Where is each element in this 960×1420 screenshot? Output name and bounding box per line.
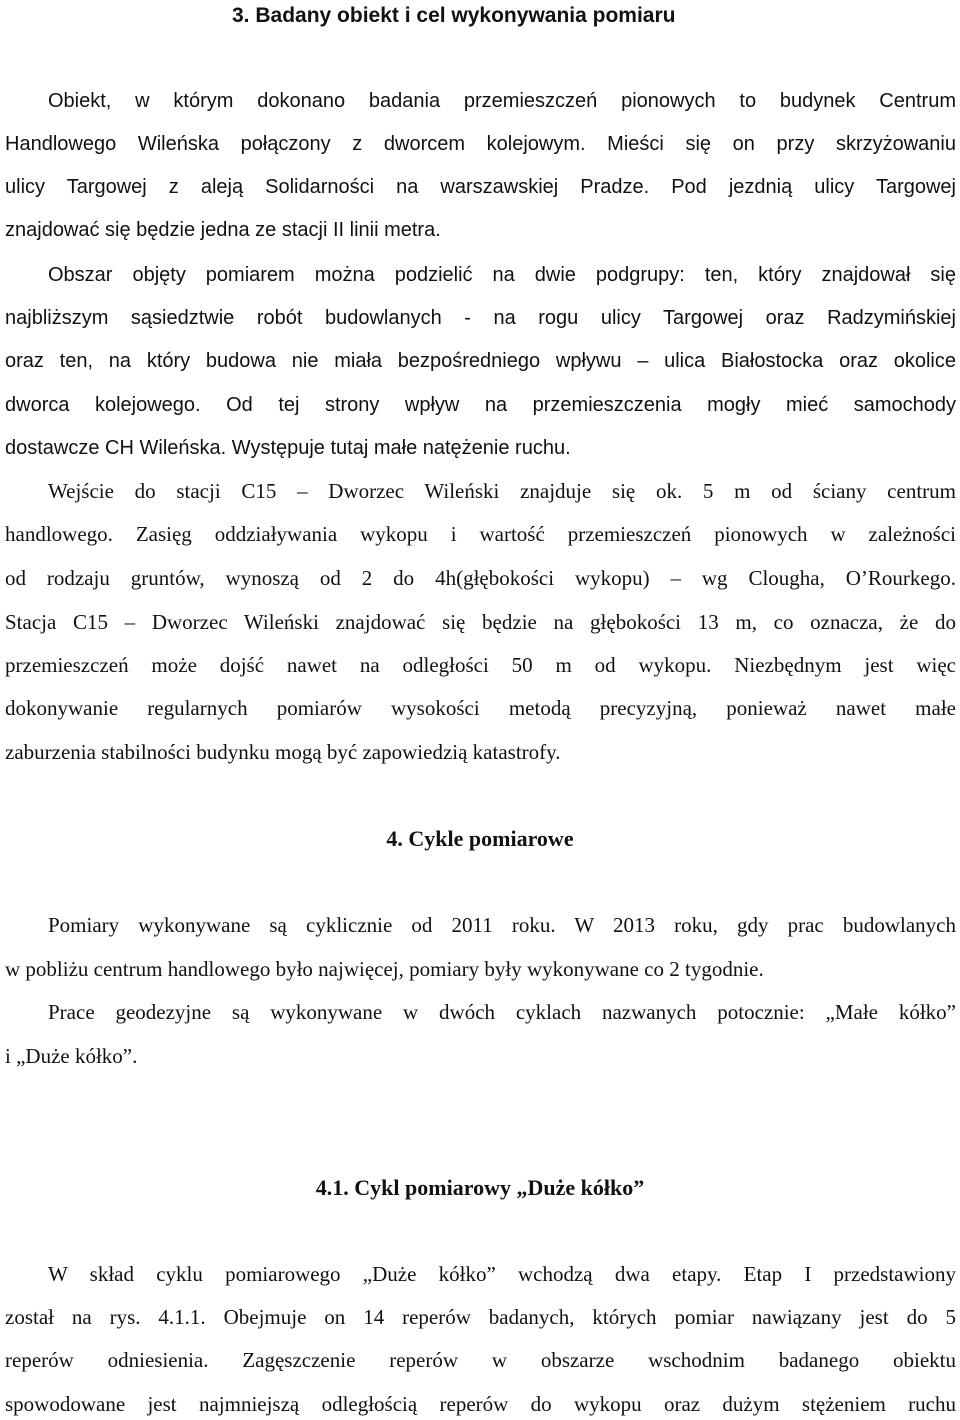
section-4-1-para1-line: spowodowane jest najmniejszą odległością reperów do wykopu oraz dużym stężeniem ruchu	[5, 1392, 956, 1416]
section-3-para1-line: Obiekt, w którym dokonano badania przemieszczeń pionowych to budynek Centrum	[48, 90, 956, 112]
section-4-1-para1-line: reperów odniesienia. Zagęszczenie reperów w obszarze wschodnim badanego obiektu	[5, 1348, 956, 1372]
section-3-para1-line: ulicy Targowej z aleją Solidarności na warszawskiej Pradze. Pod jezdnią ulicy Targowej	[5, 176, 956, 198]
section-3-para1-line: znajdować się będzie jedna ze stacji II linii metra.	[5, 219, 441, 241]
section-3-para2-line: dworca kolejowego. Od tej strony wpływ na przemieszczenia mogły mieć samochody	[5, 394, 956, 416]
section-4-para1-line: Pomiary wykonywane są cyklicznie od 2011 roku. W 2013 roku, gdy prac budowlanych	[48, 913, 956, 937]
section-4-para2-line: Prace geodezyjne są wykonywane w dwóch cyklach nazwanych potocznie: „Małe kółko”	[48, 1000, 956, 1024]
section-3-para2-line: oraz ten, na który budowa nie miała bezpośredniego wpływu – ulica Białostocka oraz okolice	[5, 350, 956, 372]
section-3-para2-line: dostawcze CH Wileńska. Występuje tutaj małe natężenie ruchu.	[5, 437, 571, 459]
section-3-para2-line: Obszar objęty pomiarem można podzielić na dwie podgrupy: ten, który znajdował się	[48, 264, 956, 286]
section-3-heading: 3. Badany obiekt i cel wykonywania pomiaru	[232, 4, 676, 27]
section-3-para2-line: najbliższym sąsiedztwie robót budowlanych - na rogu ulicy Targowej oraz Radzymińskiej	[5, 307, 956, 329]
section-3-para3-line: Stacja C15 – Dworzec Wileński znajdować się będzie na głębokości 13 m, co oznacza, że do	[5, 610, 956, 634]
section-3-para3-line: dokonywanie regularnych pomiarów wysokości metodą precyzyjną, ponieważ nawet małe	[5, 696, 956, 720]
section-4-1-heading: 4.1. Cykl pomiarowy „Duże kółko”	[315, 1175, 645, 1200]
section-3-para3-line: handlowego. Zasięg oddziaływania wykopu i wartość przemieszczeń pionowych w zależności	[5, 522, 956, 546]
section-3-para3-line: przemieszczeń może dojść nawet na odległości 50 m od wykopu. Niezbędnym jest więc	[5, 653, 956, 677]
section-4-heading: 4. Cykle pomiarowe	[386, 826, 574, 851]
section-3-para3-line: Wejście do stacji C15 – Dworzec Wileński znajduje się ok. 5 m od ściany centrum	[48, 479, 956, 503]
section-3-para3-line: od rodzaju gruntów, wynoszą od 2 do 4h(głębokości wykopu) – wg Clougha, O’Rourkego.	[5, 566, 956, 590]
section-3-para1-line: Handlowego Wileńska połączony z dworcem kolejowym. Mieści się on przy skrzyżowaniu	[5, 133, 956, 155]
section-4-para1-line: w pobliżu centrum handlowego było najwięcej, pomiary były wykonywane co 2 tygodnie.	[5, 957, 764, 981]
section-4-para2-line: i „Duże kółko”.	[5, 1044, 138, 1068]
section-4-1-para1-line: został na rys. 4.1.1. Obejmuje on 14 reperów badanych, których pomiar nawiązany jest do 5	[5, 1305, 956, 1329]
section-3-para3-line: zaburzenia stabilności budynku mogą być zapowiedzią katastrofy.	[5, 740, 561, 764]
section-4-1-para1-line: W skład cyklu pomiarowego „Duże kółko” wchodzą dwa etapy. Etap I przedstawiony	[48, 1262, 956, 1286]
